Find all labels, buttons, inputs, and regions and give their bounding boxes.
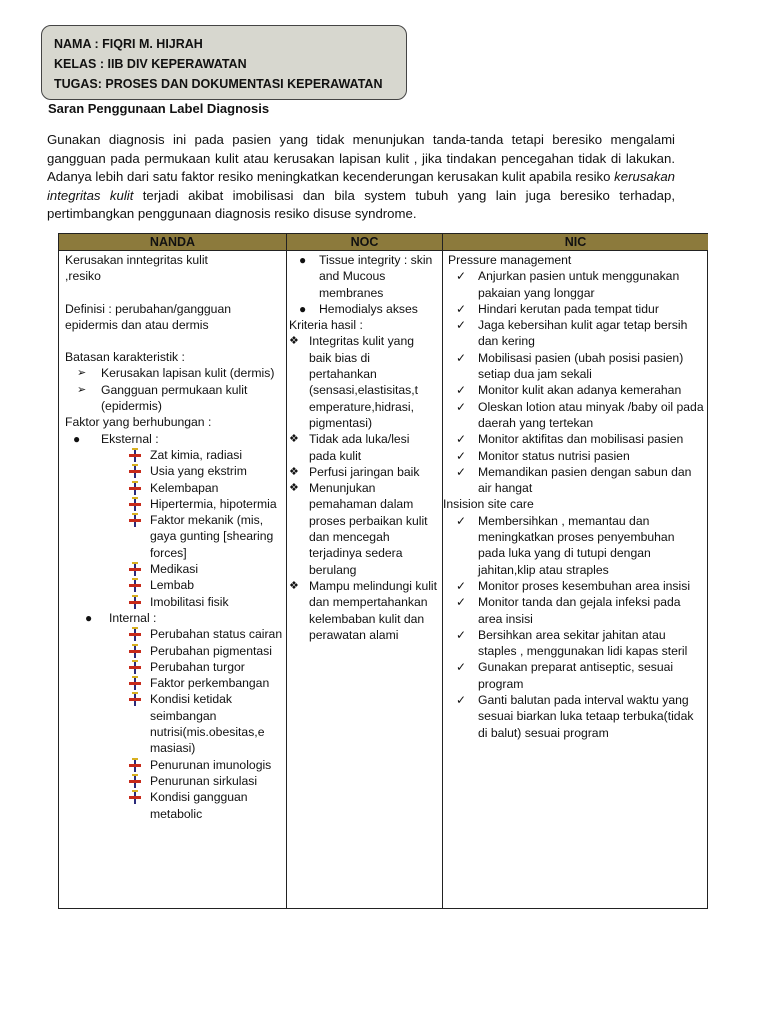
pin-bullet-icon	[65, 773, 150, 789]
care-plan-table	[58, 233, 708, 909]
list-item: Penurunan sirkulasi	[65, 773, 283, 789]
list-item: ✓ Monitor status nutrisi pasien	[456, 448, 630, 463]
diamond-bullet-icon: ❖	[289, 335, 299, 348]
list-item: ✓ Memandikan pasien dengan sabun dan air hangat	[456, 464, 692, 496]
pin-bullet-icon	[65, 643, 150, 659]
diagnosis-label: Kerusakan inntegritas kulit	[65, 253, 208, 267]
intro-paragraph	[47, 131, 675, 224]
student-name: NAMA : FIQRI M. HIJRAH	[54, 37, 203, 51]
pin-bullet-icon	[65, 789, 150, 805]
pin-bullet-icon	[65, 463, 150, 479]
list-item: ✓ Gunakan preparat antiseptic, sesuai program	[456, 660, 674, 691]
pin-bullet-icon	[65, 691, 150, 707]
nic-section-title: Insision site care	[443, 497, 534, 512]
list-item: Kondisi gangguan metabolic	[65, 789, 283, 822]
list-item: Medikasi	[65, 561, 283, 577]
checkmark-icon: ✓	[456, 301, 467, 316]
round-bullet-icon: ●	[299, 253, 307, 267]
kriteria-label: Kriteria hasil :	[289, 318, 363, 333]
list-item: Zat kimia, radiasi	[65, 447, 283, 463]
pin-bullet-icon	[65, 626, 150, 642]
list-item: ❖ Menunjukan pemahaman dalam proses perbaikan kulit dan mencegah terjadinya sedera berulang	[289, 481, 428, 577]
pin-bullet-icon	[65, 757, 150, 773]
list-item: ✓ Membersihkan , memantau dan meningkatkan proses penyembuhan pada luka yang di tutupi dengan jahitan,klip atau straples	[456, 513, 675, 577]
nic-column	[443, 252, 704, 741]
header-nanda: NANDA	[59, 234, 286, 251]
assignment-title: TUGAS: PROSES DAN DOKUMENTASI KEPERAWATAN	[54, 77, 383, 91]
list-item: ❖ Tidak ada luka/lesi pada kulit	[289, 432, 410, 463]
pin-bullet-icon	[65, 675, 150, 691]
list-item: ✓ Monitor kulit akan adanya kemerahan	[456, 383, 682, 398]
round-bullet-icon: ●	[299, 301, 307, 316]
pin-bullet-icon	[65, 496, 150, 512]
intro-text-2: terjadi akibat imobilisasi dan bila system tubuh yang lain juga beresiko terhadap, pertimbangkan penggunaan diagnosis resiko disuse syndrome.	[47, 187, 675, 222]
checkmark-icon: ✓	[456, 627, 467, 642]
noc-column	[289, 252, 439, 643]
column-divider	[442, 234, 443, 908]
pin-bullet-icon	[65, 594, 150, 610]
checkmark-icon: ✓	[456, 318, 467, 333]
list-item: ❖ Mampu melindungi kulit dan mempertahankan kelembaban kulit dan perawatan alami	[289, 578, 438, 642]
definition: Definisi : perubahan/gangguan epidermis dan atau dermis	[65, 301, 232, 332]
list-item: ✓ Monitor aktifitas dan mobilisasi pasien	[456, 432, 684, 447]
pin-bullet-icon	[65, 480, 150, 496]
list-item: ✓ Oleskan lotion atau minyak /baby oil pada daerah yang tertekan	[456, 399, 704, 430]
list-item: Perubahan pigmentasi	[65, 643, 283, 659]
list-item: ❖ Perfusi jaringan baik	[289, 464, 420, 479]
checkmark-icon: ✓	[456, 383, 467, 398]
arrowhead-bullet-icon: ➢	[77, 383, 87, 396]
list-item: Perubahan status cairan	[65, 626, 283, 642]
list-item: Hipertermia, hipotermia	[65, 496, 283, 512]
list-item: ➢ Kerusakan lapisan kulit (dermis)	[65, 365, 283, 381]
checkmark-icon: ✓	[456, 448, 467, 463]
checkmark-icon: ✓	[456, 660, 467, 675]
list-item: ✓ Hindari kerutan pada tempat tidur	[456, 301, 659, 316]
list-item: ✓ Anjurkan pasien untuk menggunakan pakaian yang longgar	[456, 269, 680, 300]
intro-text-1: Gunakan diagnosis ini pada pasien yang tidak menunjukan tanda-tanda tetapi beresiko mengalami gangguan pada permukaan kulit atau kerusakan lapisan kulit , jika tindakan pencegahan tidak di lakukan. Adanya lebih dari satu faktor resiko meningkatkan kecenderungan kerusakan kulit apabila resiko	[47, 132, 675, 185]
round-bullet-icon: ●	[85, 610, 93, 625]
pin-bullet-icon	[65, 561, 150, 577]
nic-section-title: Pressure management	[448, 253, 572, 267]
diamond-bullet-icon: ❖	[289, 579, 299, 592]
section-title: Saran Penggunaan Label Diagnosis	[48, 101, 270, 116]
column-divider	[286, 234, 287, 908]
arrowhead-bullet-icon: ➢	[77, 367, 87, 380]
diamond-bullet-icon: ❖	[289, 482, 299, 495]
checkmark-icon: ✓	[456, 350, 467, 365]
list-item: Imobilitasi fisik	[65, 594, 283, 610]
list-item: ● Eksternal :	[65, 431, 283, 447]
list-item: Perubahan turgor	[65, 659, 283, 675]
list-item: Faktor perkembangan	[65, 675, 283, 691]
checkmark-icon: ✓	[456, 464, 467, 479]
student-info-box	[41, 25, 407, 100]
list-item: ✓ Mobilisasi pasien (ubah posisi pasien) setiap dua jam sekali	[456, 350, 684, 382]
list-item: ✓ Monitor tanda dan gejala infeksi pada area insisi	[456, 595, 681, 626]
pin-bullet-icon	[65, 659, 150, 675]
diamond-bullet-icon: ❖	[289, 465, 299, 478]
checkmark-icon: ✓	[456, 578, 467, 593]
student-class: KELAS : IIB DIV KEPERAWATAN	[54, 57, 247, 71]
checkmark-icon: ✓	[456, 269, 467, 284]
header-noc: NOC	[286, 234, 443, 251]
list-item: Kelembapan	[65, 480, 283, 496]
intro-emphasis: kerusakan integritas kulit	[47, 169, 675, 203]
list-item: Penurunan imunologis	[65, 757, 283, 773]
list-item: ✓ Bersihkan area sekitar jahitan atau staples , menggunakan lidi kapas steril	[456, 627, 688, 659]
batasan-label: Batasan karakteristik :	[65, 350, 185, 365]
list-item: ✓ Ganti balutan pada interval waktu yang sesuai biarkan luka tetaap terbuka(tidak di balut) sesuai program	[456, 693, 694, 740]
checkmark-icon: ✓	[456, 595, 467, 610]
nanda-column	[65, 252, 283, 822]
header-nic: NIC	[443, 234, 708, 251]
list-item: ➢ Gangguan permukaan kulit (epidermis)	[65, 382, 283, 415]
checkmark-icon: ✓	[456, 693, 467, 708]
list-item: ✓ Monitor proses kesembuhan area insisi	[456, 578, 691, 593]
list-item: Lembab	[65, 577, 283, 593]
checkmark-icon: ✓	[456, 432, 467, 447]
pin-bullet-icon	[65, 577, 150, 593]
faktor-label: Faktor yang berhubungan :	[65, 415, 212, 430]
list-item: ● Internal :	[65, 610, 283, 626]
checkmark-icon: ✓	[456, 513, 467, 528]
list-item: ✓ Jaga kebersihan kulit agar tetap bersih dan kering	[456, 318, 688, 349]
list-item: ● Hemodialys akses	[289, 301, 439, 317]
pin-bullet-icon	[65, 447, 150, 463]
list-item: ❖ Integritas kulit yang baik bias di pertahankan (sensasi,elastisitas,t emperature,hidrasi, pigmentasi)	[289, 334, 419, 430]
list-item: ● Tissue integrity : skin and Mucous membranes	[289, 252, 439, 301]
list-item: Faktor mekanik (mis, gaya gunting [shearing forces]	[65, 512, 283, 561]
pin-bullet-icon	[65, 512, 150, 528]
round-bullet-icon: ●	[73, 431, 81, 446]
diagnosis-label: ,resiko	[65, 269, 101, 284]
checkmark-icon: ✓	[456, 399, 467, 414]
list-item: Kondisi ketidak seimbangan nutrisi(mis.obesitas,e masiasi)	[65, 691, 283, 756]
diamond-bullet-icon: ❖	[289, 433, 299, 446]
list-item: Usia yang ekstrim	[65, 463, 283, 479]
